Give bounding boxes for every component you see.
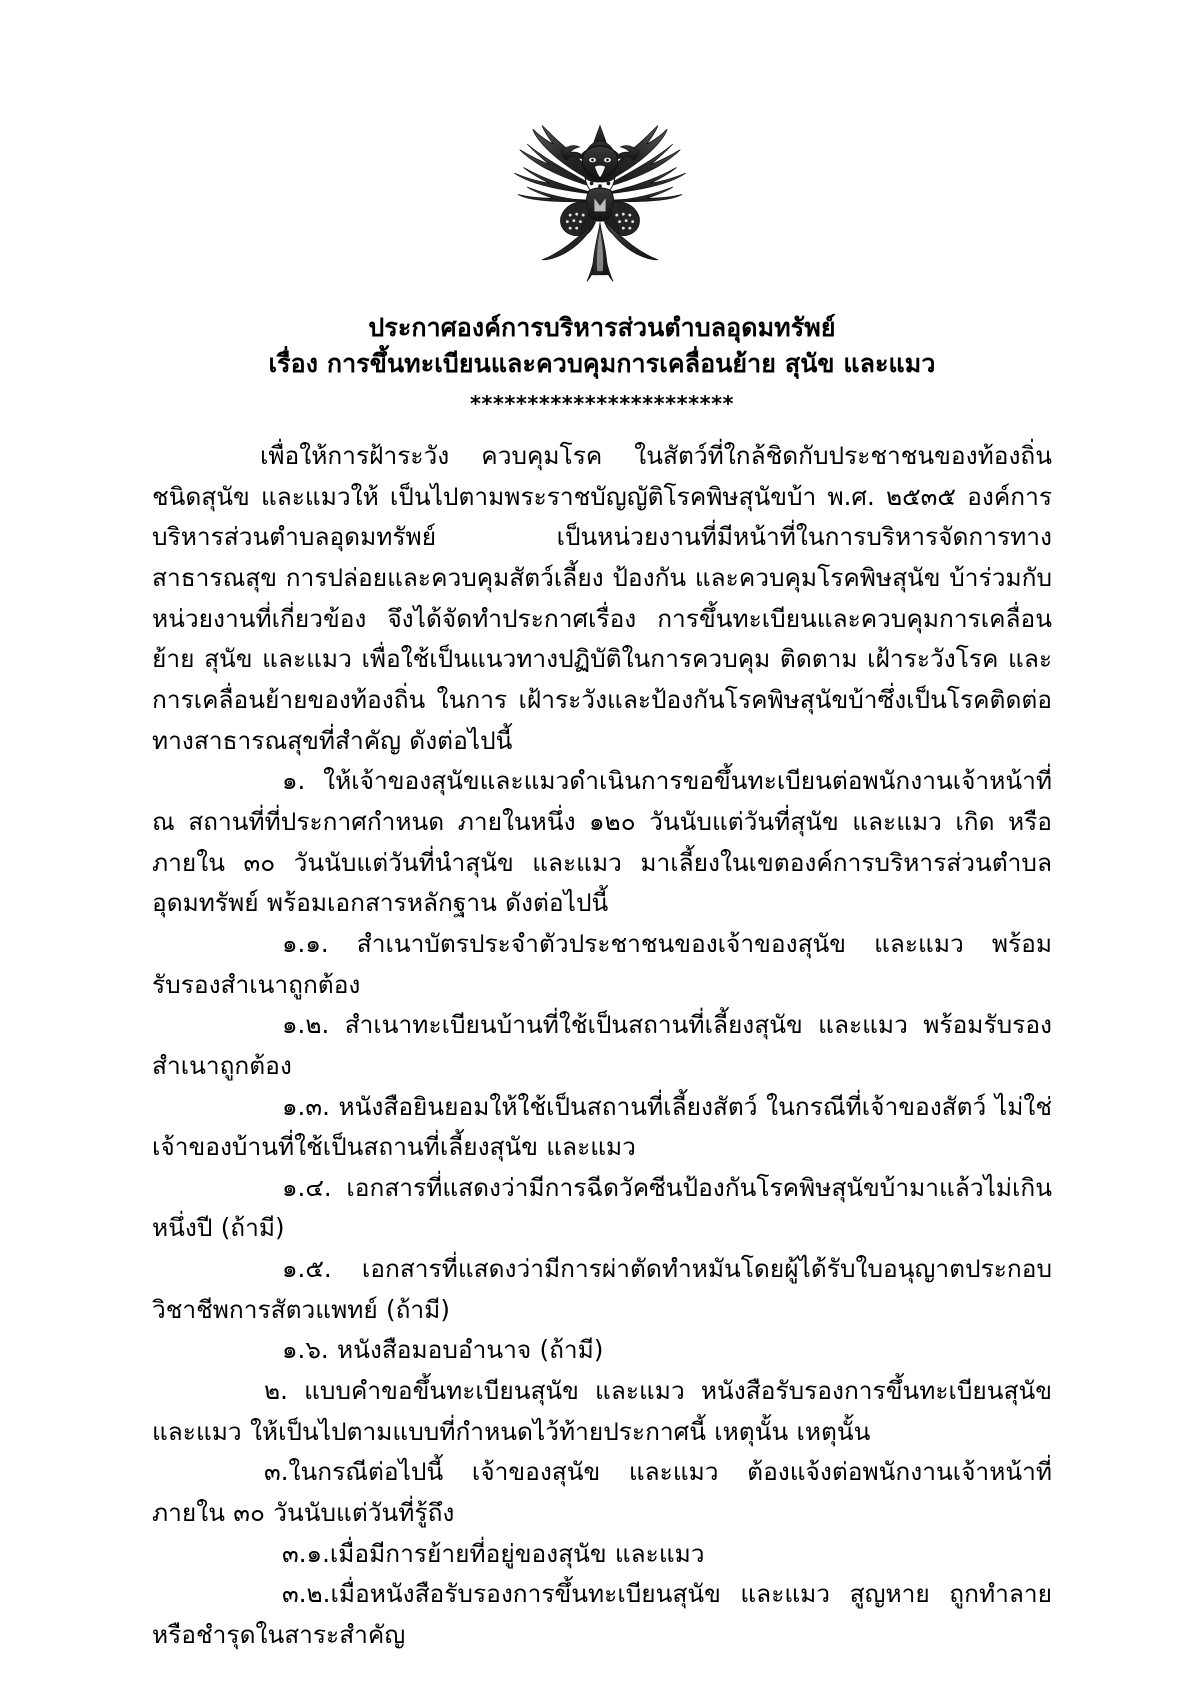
paragraph-item-1-2: ๑.๒. สำเนาทะเบียนบ้านที่ใช้เป็นสถานที่เลี้ยงสุนัข และแมว พร้อมรับรองสำเนาถูกต้อง — [152, 1010, 1052, 1080]
paragraph-item-1: ๑. ให้เจ้าของสุนัขและแมวดำเนินการขอขึ้นทะเบียนต่อพนักงานเจ้าหน้าที่ ณ สถานที่ที่ประกาศกำหนด ภายในหนึ่ง ๑๒๐ วันนับแต่วันที่สุนัข และแมว เกิด หรือ ภายใน ๓๐ วันนับแต่วันที่นำสุนัข และแมว มาเลี้ยงในเขตองค์การบริหารส่วนตำบลอุดมทรัพย์ พร้อมเอกสารหลักฐาน ดังต่อไปนี้ — [152, 766, 1052, 918]
announcement-body — [152, 310, 1052, 1656]
paragraph-item-1-1: ๑.๑. สำเนาบัตรประจำตัวประชาชนของเจ้าของสุนัข และแมว พร้อมรับรองสำเนาถูกต้อง — [152, 928, 1052, 999]
asterisk-separator: *********************** — [469, 392, 735, 416]
paragraph-item-3: ๓.ในกรณีต่อไปนี้ เจ้าของสุนัข และแมว ต้องแจ้งต่อพนักงานเจ้าหน้าที่ภายใน ๓๐ วันนับแต่วันที่รู้ถึง — [152, 1457, 1052, 1528]
paragraph-item-1-4: ๑.๔. เอกสารที่แสดงว่ามีการฉีดวัคซีนป้องกันโรคพิษสุนัขบ้ามาแล้วไม่เกินหนึ่งปี (ถ้ามี) — [152, 1172, 1052, 1243]
title-block — [152, 310, 1052, 381]
paragraph-item-3-1: ๓.๑.เมื่อมีการย้ายที่อยู่ของสุนัข และแมว — [282, 1538, 705, 1568]
paragraph-item-2: ๒. แบบคำขอขึ้นทะเบียนสุนัข และแมว หนังสือรับรองการขึ้นทะเบียนสุนัข และแมว ให้เป็นไปตามแบบที่กำหนดไว้ท้ายประกาศนี้ เหตุนั้น เหตุนั้น — [152, 1376, 1052, 1446]
emblem-container — [0, 118, 1200, 286]
paragraph-item-1-5: ๑.๕. เอกสารที่แสดงว่ามีการผ่าตัดทำหมันโดยผู้ได้รับใบอนุญาตประกอบวิชาชีพการสัตวแพทย์ (ถ้ามี) — [152, 1254, 1052, 1324]
page-title: ประกาศองค์การบริหารส่วนตำบลอุดมทรัพย์ — [368, 313, 836, 342]
page-subtitle: เรื่อง การขึ้นทะเบียนและควบคุมการเคลื่อนย้าย สุนัข และแมว — [268, 348, 936, 378]
paragraph-item-3-2: ๓.๒.เมื่อหนังสือรับรองการขึ้นทะเบียนสุนัข และแมว สูญหาย ถูกทำลาย หรือชำรุดในสาระสำคัญ — [152, 1579, 1052, 1650]
paragraph-item-1-3: ๑.๓. หนังสือยินยอมให้ใช้เป็นสถานที่เลี้ยงสัตว์ ในกรณีที่เจ้าของสัตว์ ไม่ใช่ เจ้าของบ้านที่ใช้เป็นสถานที่เลี้ยงสุนัข และแมว — [152, 1091, 1052, 1162]
paragraph-preamble: เพื่อให้การฝ้าระวัง ควบคุมโรค ในสัตว์ที่ใกล้ชิดกับประชาชนของท้องถิ่น ชนิดสุนัข และแมวให้ เป็นไปตามพระราชบัญญัติโรคพิษสุนัขบ้า พ.ศ. ๒๕๓๕ องค์การบริหารส่วนตำบลอุดมทรัพย์ เป็นหน่วยงานที่มีหน้าที่ในการบริหารจัดการทางสาธารณสุข การปล่อยและควบคุมสัตว์เลี้ยง ป้องกัน และควบคุมโรคพิษสุนัข บ้าร่วมกับหน่วยงานที่เกี่ยวข้อง จึงได้จัดทำประกาศเรื่อง การขึ้นทะเบียนและควบคุมการเคลื่อนย้าย สุนัข และแมว เพื่อใช้เป็นแนวทางปฏิบัติในการควบคุม ติดตาม เฝ้าระวังโรค และการเคลื่อนย้ายของท้องถิ่น ในการ เฝ้าระวังและป้องกันโรคพิษสุนัขบ้าซึ่งเป็นโรคติดต่อทางสาธารณสุขที่สำคัญ ดังต่อไปนี้ — [152, 441, 1052, 755]
paragraph-item-1-6: ๑.๖. หนังสือมอบอำนาจ (ถ้ามี) — [282, 1335, 604, 1365]
garuda-emblem — [505, 118, 695, 286]
